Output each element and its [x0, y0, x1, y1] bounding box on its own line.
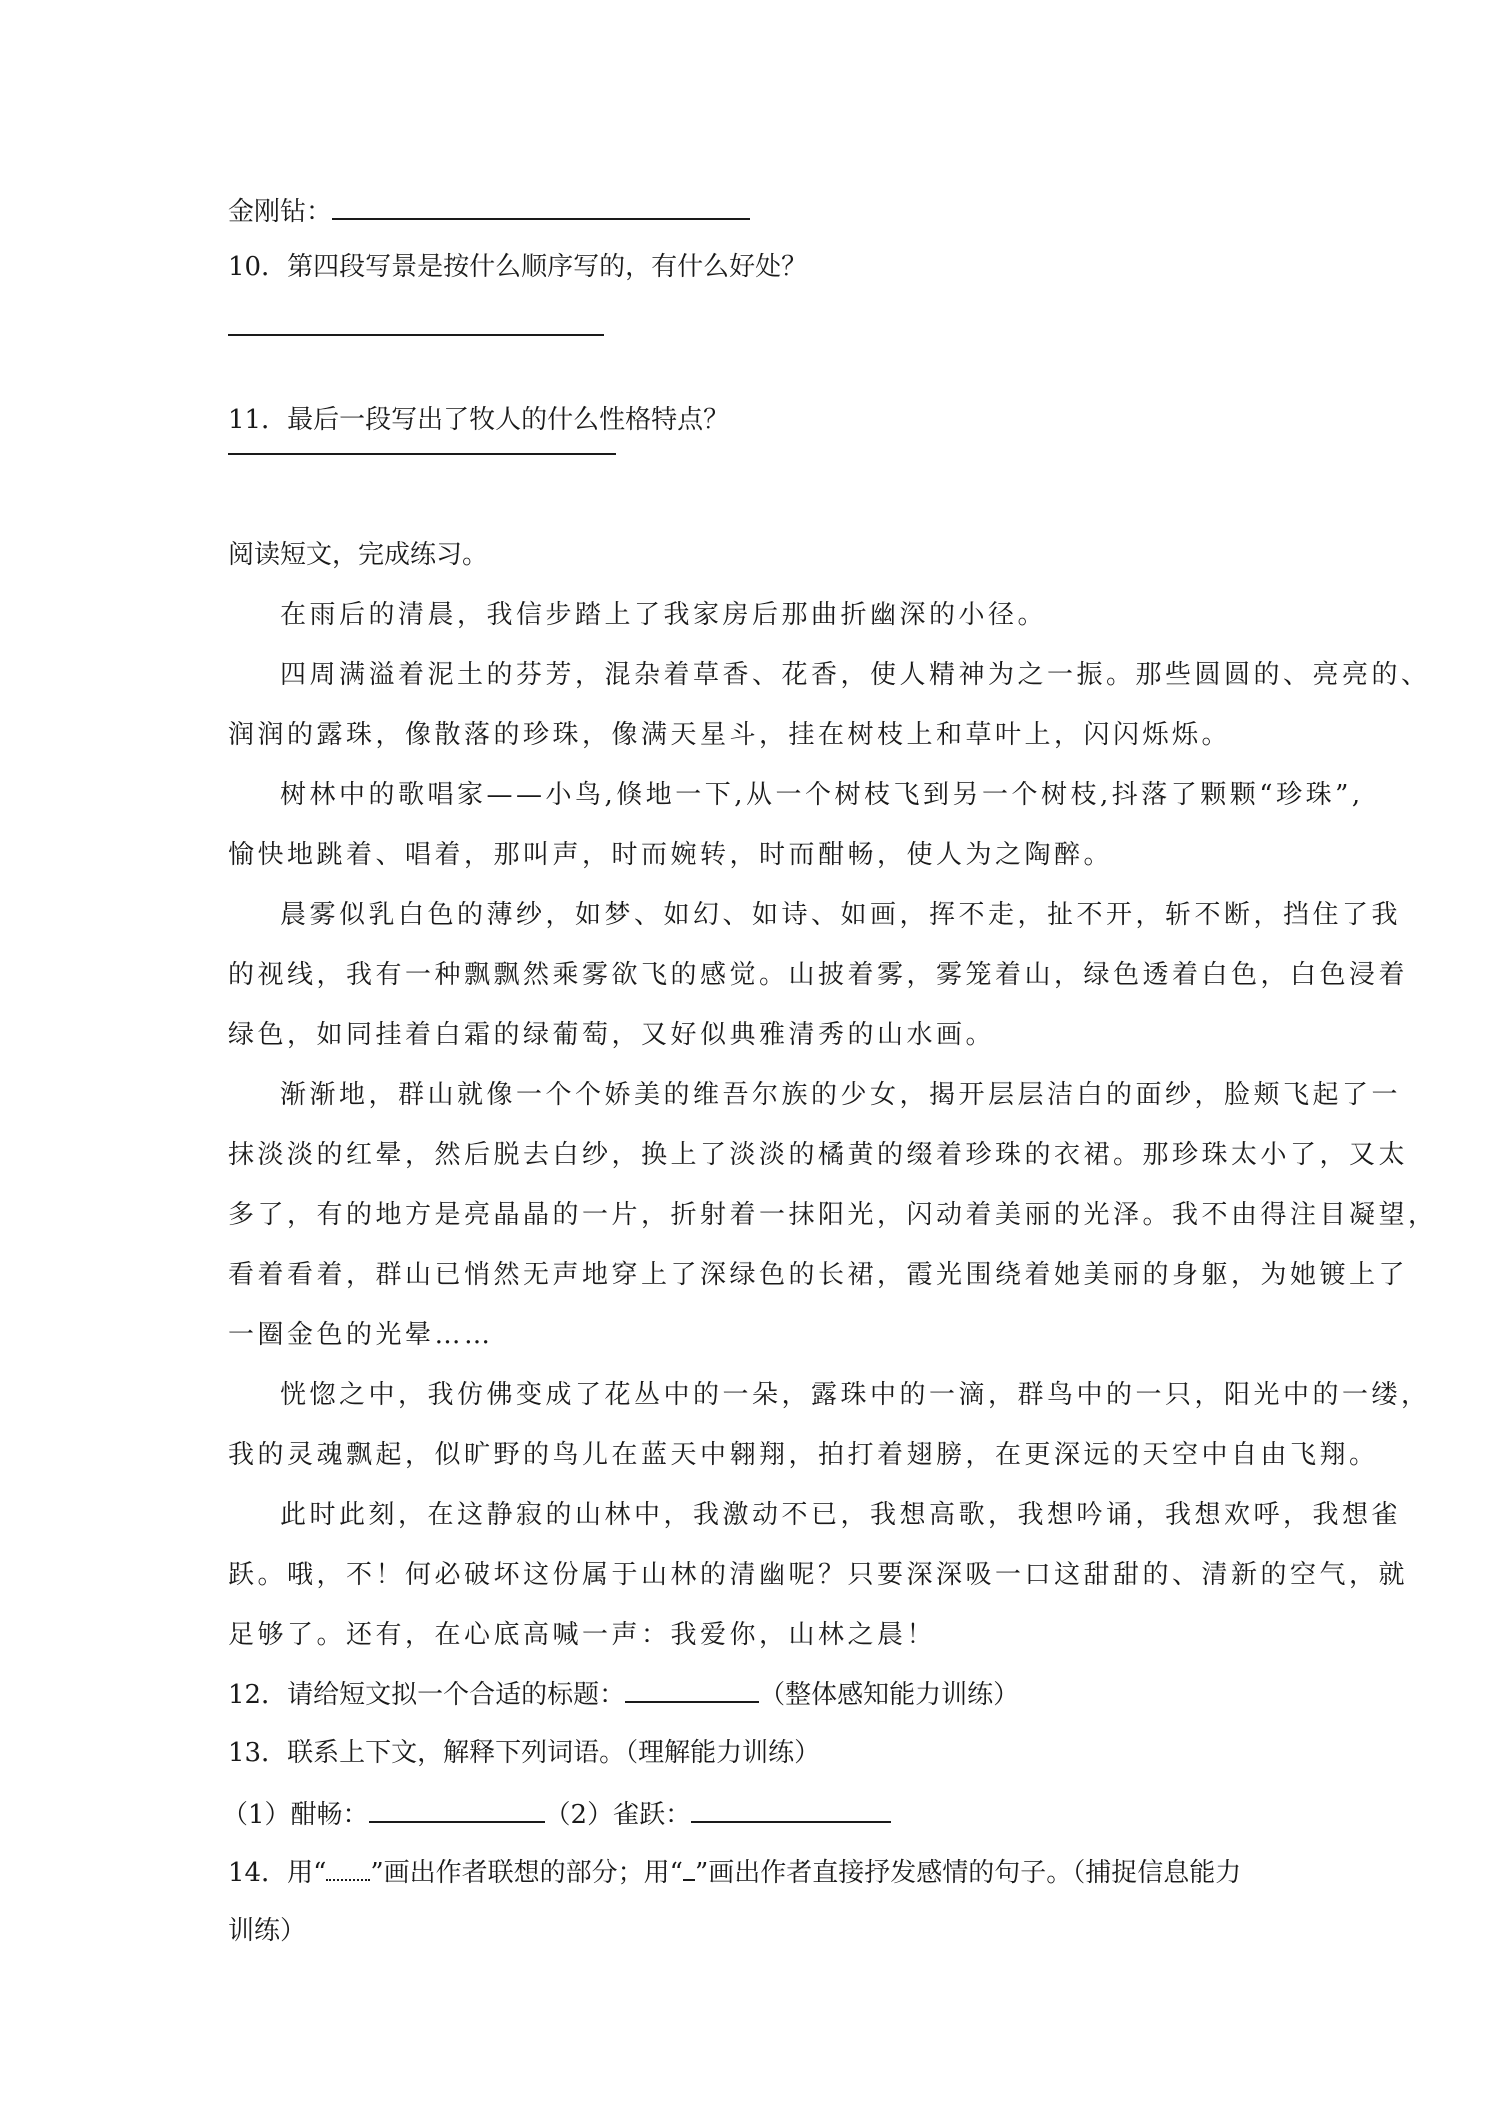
passage-p5-line1: 渐渐地，群山就像一个个娇美的维吾尔族的少女，揭开层层洁白的面纱，脸颊飞起了一 [280, 1080, 1402, 1110]
passage-p7-line1: 此时此刻，在这静寂的山林中，我激动不已，我想高歌，我想吟诵，我想欢呼，我想雀 [280, 1500, 1402, 1530]
q10-question: 10．第四段写景是按什么顺序写的，有什么好处？ [228, 252, 808, 282]
q12-title-blank[interactable] [625, 1673, 759, 1703]
q13-item-2-blank[interactable] [691, 1793, 891, 1823]
q13-question: 13．联系上下文，解释下列词语。（理解能力训练） [228, 1738, 821, 1768]
passage-p5-line5: 一圈金色的光晕…… [228, 1320, 494, 1350]
q11-question: 11．最后一段写出了牧人的什么性格特点？ [228, 405, 730, 435]
straight-underline-sample [683, 1859, 695, 1881]
passage-p6-line2: 我的灵魂飘起，似旷野的鸟儿在蓝天中翱翔，拍打着翅膀，在更深远的天空中自由飞翔。 [228, 1440, 1379, 1470]
passage-p1-line1: 在雨后的清晨，我信步踏上了我家房后那曲折幽深的小径。 [280, 600, 1048, 630]
passage-p7-line3: 足够了。还有，在心底高喊一声：我爱你，山林之晨！ [228, 1620, 937, 1650]
q13-item-1-blank[interactable] [369, 1793, 545, 1823]
q12-suffix: （整体感知能力训练） [759, 1680, 1020, 1710]
passage-p4-line3: 绿色，如同挂着白霜的绿葡萄，又好似典雅清秀的山水画。 [228, 1020, 996, 1050]
q9-line [228, 190, 1288, 232]
q9-answer-blank[interactable] [332, 190, 750, 220]
q9-label: 金刚钻： [228, 197, 333, 227]
q14-part3: ”画出作者直接抒发感情的句子。（捕捉信息能力 [694, 1858, 1242, 1888]
q12-question [228, 1673, 1288, 1715]
passage-p2-line1: 四周满溢着泥土的芬芳，混杂着草香、花香，使人精神为之一振。那些圆圆的、亮亮的、 [280, 660, 1431, 690]
q10-answer-blank[interactable] [228, 334, 604, 336]
q13-item-1-label: （1）酣畅： [222, 1800, 369, 1830]
passage-p5-line2: 抹淡淡的红晕，然后脱去白纱，换上了淡淡的橘黄的缀着珍珠的衣裙。那珍珠太小了，又太 [228, 1140, 1409, 1170]
passage-p3-line1: 树林中的歌唱家——小鸟,倏地一下,从一个树枝飞到另一个树枝,抖落了颗颗“珍珠”, [280, 780, 1364, 810]
reading-instruction: 阅读短文，完成练习。 [228, 540, 489, 570]
passage-p4-line2: 的视线，我有一种飘飘然乘雾欲飞的感觉。山披着雾，雾笼着山，绿色透着白色，白色浸着 [228, 960, 1409, 990]
passage-p5-line3: 多了，有的地方是亮晶晶的一片，折射着一抹阳光，闪动着美丽的光泽。我不由得注目凝望， [228, 1200, 1438, 1230]
q11-answer-blank[interactable] [228, 453, 616, 455]
q13-item-2-label: （2）雀跃： [544, 1800, 692, 1830]
passage-p6-line1: 恍惚之中，我仿佛变成了花丛中的一朵，露珠中的一滴，群鸟中的一只，阳光中的一缕， [280, 1380, 1431, 1410]
q14-question-line2: 训练） [228, 1916, 307, 1946]
passage-p2-line2: 润润的露珠，像散落的珍珠，像满天星斗，挂在树枝上和草叶上，闪闪烁烁。 [228, 720, 1232, 750]
q13-items [222, 1793, 1288, 1835]
q14-question-line1 [228, 1853, 1288, 1893]
q14-part1: 14．用“ [228, 1858, 327, 1888]
passage-p7-line2: 跃。哦，不！何必破坏这份属于山林的清幽呢？只要深深吸一口这甜甜的、清新的空气，就 [228, 1560, 1409, 1590]
passage-p4-line1: 晨雾似乳白色的薄纱，如梦、如幻、如诗、如画，挥不走，扯不开，斩不断，挡住了我 [280, 900, 1402, 930]
passage-p3-line2: 愉快地跳着、唱着，那叫声，时而婉转，时而酣畅，使人为之陶醉。 [228, 840, 1114, 870]
q12-prefix: 12．请给短文拟一个合适的标题： [228, 1680, 626, 1710]
passage-p5-line4: 看着看着，群山已悄然无声地穿上了深绿色的长裙，霞光围绕着她美丽的身躯，为她镀上了 [228, 1260, 1409, 1290]
q14-part2: ”画出作者联想的部分；用“ [370, 1858, 683, 1888]
wavy-underline-sample [326, 1859, 370, 1881]
